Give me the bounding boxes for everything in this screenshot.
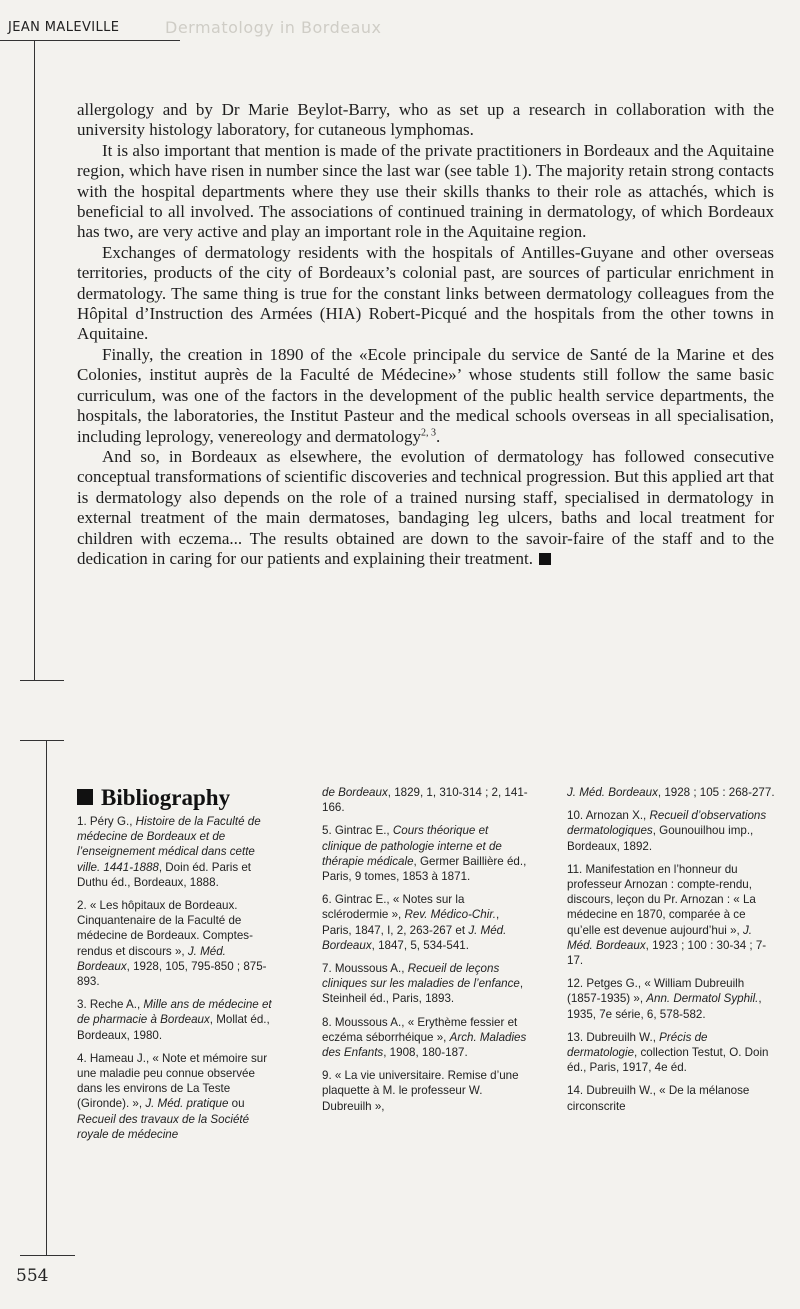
ref-text: 12. Petges G., « William Dubreuilh (1857-1935) », xyxy=(567,977,745,1006)
ref-text: 8. Moussous A., « Erythème fessier et eczéma séborrhéique », xyxy=(322,1015,518,1044)
paragraph-2: It is also important that mention is made of the private practitioners in Bordeaux and the Aquitaine region, which have risen in number since the last war (see table 1). The majority retain strong contacts with the hospital departments where they use their skills thanks to their role as attachés, which is beneficial to all involved. The associations of continued training in dermatology, of which Bordeaux has two, are very active and play an important role in the Aquitaine region. xyxy=(77,140,774,242)
page-number: 554 xyxy=(16,1266,49,1286)
ref-italic: J. Méd. Bordeaux xyxy=(567,786,658,799)
reference-12 xyxy=(567,976,779,1022)
article-body xyxy=(77,100,774,569)
text-left-rule xyxy=(34,40,35,680)
ref-italic: Cours théorique et clinique de pathologie interne et de thérapie médicale xyxy=(322,824,502,868)
biblio-bottom-rule xyxy=(20,1255,75,1256)
ref-text: , 1923 ; 100 : 30-34 ; 7-17. xyxy=(567,938,767,968)
heading-square-icon xyxy=(77,789,93,805)
ref-italic: J. Méd. pratique xyxy=(145,1097,229,1111)
reference-5 xyxy=(322,823,530,884)
biblio-top-rule xyxy=(20,740,64,741)
footnote-ref: 2, 3 xyxy=(421,426,437,438)
reference-7 xyxy=(322,961,530,1007)
ref-italic: Ann. Dermatol Syphil. xyxy=(646,992,759,1006)
reference-3 xyxy=(77,997,277,1043)
bibliography-heading xyxy=(77,785,277,811)
reference-10 xyxy=(567,808,779,854)
ref-text: ou xyxy=(228,1097,245,1111)
biblio-column-2 xyxy=(322,785,530,1122)
ref-italic: Rev. Médico-Chir. xyxy=(404,908,496,922)
ref-text: , Mollat éd., Bordeaux, 1980. xyxy=(77,1013,270,1042)
bibliography-title: Bibliography xyxy=(101,785,231,810)
reference-9-continued xyxy=(567,785,779,800)
reference-9 xyxy=(322,1068,530,1114)
ref-text: 13. Dubreuilh W., xyxy=(567,1030,660,1044)
ref-text: , 1935, 7e série, 6, 578-582. xyxy=(567,992,762,1021)
paragraph-4-end: . xyxy=(436,426,441,446)
reference-4 xyxy=(77,1051,277,1142)
ref-text: , Steinheil éd., Paris, 1893. xyxy=(322,977,524,1006)
ref-text: 7. Moussous A., xyxy=(322,962,408,976)
ref-text: 11. Manifestation en l’honneur du professeur Arnozan : compte-rendu, discours, leçon du Pr. Arnozan : « La médecine en 1870, comparée à ce qu’elle est devenue aujourd’hui », xyxy=(567,862,756,937)
paragraph-4-text: Finally, the creation in 1890 of the «Ecole principale du service de Santé de la Marine et des Colonies, institut auprès de la Faculté de Médecine»’ whose students still follow the same basic curriculum, was one of the factors in the development of the public health service departments, the hospitals, the laboratories, the Institut Pasteur and the medical schools overseas in all specialisation, including leprology, venereology and dermatology xyxy=(77,344,774,446)
ref-italic: Arch. Maladies des Enfants xyxy=(322,1030,527,1060)
running-header-title: Dermatology in Bordeaux xyxy=(165,18,382,37)
paragraph-1: allergology and by Dr Marie Beylot-Barry, who as set up a research in collaboration with the university histology laboratory, for cutaneous lymphomas. xyxy=(77,100,774,140)
paragraph-5 xyxy=(77,447,774,569)
ref-text: , Gounouilhou imp., Bordeaux, 1892. xyxy=(567,824,754,853)
ref-italic: J. Méd. Bordeaux xyxy=(322,923,507,952)
reference-6 xyxy=(322,892,530,953)
reference-11 xyxy=(567,862,779,968)
ref-italic: Recueil des travaux de la Société royale de médecine xyxy=(77,1112,250,1141)
ref-text: 4. Hameau J., « Note et mémoire sur une maladie peu connue observée dans les environs de La Teste (Gironde). », xyxy=(77,1051,268,1111)
reference-2 xyxy=(77,898,277,989)
ref-italic: Histoire de la Faculté de médecine de Bordeaux et de l’enseignement médical dans cette ville. 1441-1888 xyxy=(77,815,261,874)
ref-text: 2. « Les hôpitaux de Bordeaux. Cinquantenaire de la Faculté de médecine de Bordeaux. Comptes-rendus et discours », xyxy=(77,899,253,958)
reference-14 xyxy=(567,1083,779,1113)
paragraph-4 xyxy=(77,345,774,447)
biblio-left-rule xyxy=(46,740,47,1255)
ref-text: , Doin éd. Paris et Duthu éd., Bordeaux, 1888. xyxy=(77,860,252,889)
header-rule xyxy=(0,40,180,41)
ref-text: , 1908, 180-187. xyxy=(383,1046,468,1060)
ref-text: 3. Reche A., xyxy=(77,998,144,1012)
ref-text: , Germer Baillière éd., Paris, 9 tomes, 1853 à 1871. xyxy=(322,854,527,884)
reference-4-continued xyxy=(322,785,530,815)
reference-8 xyxy=(322,1015,530,1061)
ref-italic: Recueil d’observations dermatologiques xyxy=(567,809,767,838)
ref-text: , 1928, 105, 795-850 ; 875-893. xyxy=(77,959,267,989)
ref-text: 9. « La vie universitaire. Remise d’une plaquette à M. le professeur W. Dubreuilh », xyxy=(322,1069,519,1113)
running-header-author: JEAN MALEVILLE xyxy=(8,20,120,35)
ref-italic: J. Méd. Bordeaux xyxy=(567,923,752,952)
ref-text: , 1928 ; 105 : 268-277. xyxy=(657,786,775,799)
ref-italic: Mille ans de médecine et de pharmacie à Bordeaux xyxy=(77,998,272,1027)
biblio-column-3 xyxy=(567,785,779,1122)
ref-text: 5. Gintrac E., xyxy=(322,824,393,838)
ref-text: 14. Dubreuilh W., « De la mélanose circonscrite xyxy=(567,1084,750,1113)
paragraph-3: Exchanges of dermatology residents with the hospitals of Antilles-Guyane and other overseas territories, products of the city of Bordeaux’s colonial past, are sources of particular enrichment in dermatology. The same thing is true for the constant links between dermatology colleagues from the Hôpital d’Instruction des Armées (HIA) Robert-Picqué and the hospitals from the other towns in Aquitaine. xyxy=(77,242,774,344)
ref-text: , Paris, 1847, I, 2, 263-267 et xyxy=(322,908,500,937)
ref-text: 10. Arnozan X., xyxy=(567,809,650,823)
text-end-rule xyxy=(20,680,64,681)
biblio-column-1 xyxy=(77,785,277,1150)
ref-text: 6. Gintrac E., « Notes sur la sclérodermie », xyxy=(322,893,465,922)
paragraph-5-text: And so, in Bordeaux as elsewhere, the evolution of dermatology has followed consecutive conceptual transformations of scientific discoveries and technical progression. But this applied art that is dermatology also depends on the role of a trained nursing staff, specialised in dermatology in external treatment of the main dermatoses, bandaging leg ulcers, baths and local treatment for children with eczema... The results obtained are down to the savoir-faire of the staff and to the dedication in caring for our patients and explaining their treatment. xyxy=(77,446,774,568)
ref-text: 1. Péry G., xyxy=(77,815,136,828)
reference-1 xyxy=(77,814,277,890)
ref-italic: J. Méd. Bordeaux xyxy=(77,944,226,973)
ref-italic: Recueil de leçons cliniques sur les maladies de l’enfance xyxy=(322,962,520,991)
end-mark-icon xyxy=(539,553,551,565)
ref-italic: de Bordeaux xyxy=(322,786,388,799)
ref-italic: Précis de dermatologie xyxy=(567,1030,708,1060)
ref-text: , 1829, 1, 310-314 ; 2, 141-166. xyxy=(322,786,528,815)
ref-text: , collection Testut, O. Doin éd., Paris, 1917, 4e éd. xyxy=(567,1046,769,1075)
ref-text: , 1847, 5, 534-541. xyxy=(371,938,469,952)
bibliography xyxy=(77,785,797,1235)
reference-13 xyxy=(567,1030,779,1076)
